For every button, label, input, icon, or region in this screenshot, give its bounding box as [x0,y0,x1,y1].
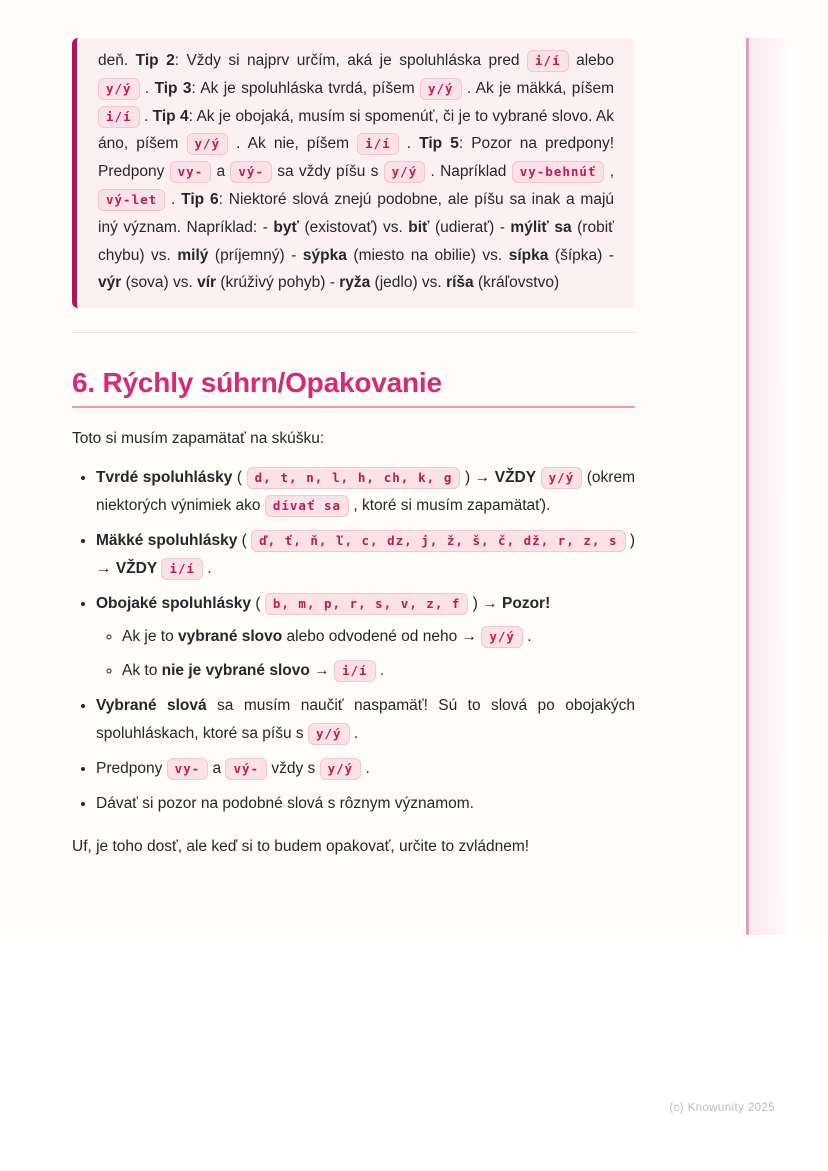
callout-text [98,47,614,297]
closing-text: Uf, je toho dosť, ale keď si to budem opakovať, určite to zvládnem! [72,838,530,856]
text-run: : Ak je obojaká, musím si spomenúť, či je to vybrané slovo. Ak áno, píšem [98,107,615,153]
bold-text: Tip 2 [135,52,175,69]
bold-text: byť [273,218,299,236]
bold-text: biť [408,218,430,236]
tips-callout [72,38,635,308]
bold-text: výr [98,274,122,292]
inline-code-badge: y/ý [420,78,462,100]
text-run: ) → [468,595,503,613]
text-run: ) → [96,532,636,578]
list-item [96,790,635,818]
text-run: . Ak nie, píšem [228,135,358,153]
text-run: Ak to [122,662,162,680]
text-run: . [349,725,359,743]
text-run: (miesto na obilie) vs. [346,246,509,264]
list-item [96,590,635,685]
title-underline [72,406,635,408]
list-item [96,464,635,520]
inline-code-badge: y/ý [308,723,350,745]
bold-text: Tip 5 [419,135,459,153]
text-run: . [203,560,212,578]
bold-text: vybrané slovo [178,628,283,646]
inline-code-badge: y/ý [320,758,362,780]
text-run: . [139,107,153,125]
inline-code-badge: vý- [230,161,272,183]
sub-list [96,623,635,685]
text-run: ( [237,532,252,550]
list-item-text [96,760,370,777]
inline-code-badge: d, t, n, l, h, ch, k, g [247,467,461,489]
right-page-edge [746,38,794,935]
text-run: . [139,79,155,97]
bold-text: Mäkké spoluhlásky [96,532,238,550]
list-item-text [96,532,635,577]
text-run: : Niektoré slová znejú podobne, ale píšu sa inak a majú iný význam. Napríklad: - [98,190,615,236]
text-run: . [375,662,385,680]
bold-text: Pozor! [502,595,551,613]
text-run: . [361,760,370,778]
text-run: , [604,163,615,181]
text-run: (okrem niektorých výnimiek ako [96,469,635,515]
intro-text: Toto si musím zapamätať na skúšku: [72,430,325,448]
text-run: ) → [460,469,495,487]
bold-text: Obojaké spoluhlásky [96,595,252,613]
list-item-text [96,795,474,812]
bold-text: Tip 4 [152,107,189,125]
document-content [72,38,635,861]
text-run: Dávať si pozor na podobné slová s rôznym významom. [96,795,474,813]
text-run: (príjemný) - [208,246,303,264]
inline-code-badge: dívať sa [265,495,349,517]
inline-code-badge: y/ý [384,161,426,183]
bold-text: Tip 3 [154,79,192,97]
bold-text: VŽDY [115,560,158,578]
inline-code-badge: vý-let [98,189,165,211]
sub-list-item-text [122,628,532,645]
text-run: (robiť chybu) vs. [98,218,614,264]
text-run: . Ak je mäkká, píšem [461,79,614,97]
bold-text: ryža [339,274,371,292]
text-run: (udierať) - [429,218,511,236]
bold-text: milý [177,246,209,264]
text-run: ( [232,469,247,487]
copyright: (c) Knowunity 2025 [669,1102,775,1114]
section-title: 6. Rýchly súhrn/Opakovanie [72,367,442,399]
text-run: (šípka) - [548,246,614,264]
inline-code-badge: i/í [357,133,399,155]
text-run: (krúživý pohyb) - [216,274,340,292]
inline-code-badge: ď, ť, ň, ľ, c, dz, j, ž, š, č, dž, r, z, s [251,530,625,552]
text-run: alebo [568,52,614,69]
bold-text: mýliť sa [510,218,572,236]
sub-list-item [122,623,635,651]
inline-code-badge: vy- [167,758,209,780]
inline-code-badge: i/í [161,558,203,580]
text-run: alebo odvodené od neho → [282,628,482,646]
text-run: . [398,135,420,153]
inline-code-badge: i/í [98,106,140,128]
text-run: (sova) vs. [121,274,198,292]
list-item [96,755,635,783]
bold-text: Tvrdé spoluhlásky [96,469,233,487]
text-run: sa vždy píšu s [271,163,384,181]
sub-list-item [122,657,635,685]
text-run: (jedlo) vs. [370,274,447,292]
inline-code-badge: y/ý [481,626,523,648]
text-run: (existovať) vs. [298,218,409,236]
text-run: . [522,628,532,646]
text-run: Predpony [96,760,167,778]
list-item-text [96,595,550,612]
bold-text: vír [197,274,217,292]
text-run: Ak je to [122,628,178,646]
inline-code-badge: i/í [527,50,569,72]
text-run: → [309,662,334,680]
inline-code-badge: vy-behnúť [512,161,605,183]
inline-code-badge: b, m, p, r, s, v, z, f [265,593,469,615]
text-run: , ktoré si musím zapamätať). [349,497,551,515]
text-run: a [208,760,226,778]
text-run: : Ak je spoluhláska tvrdá, píšem [191,79,420,97]
sub-list-item-text [122,662,384,679]
bold-text: nie je vybrané slovo [161,662,310,680]
bold-text: sýpka [302,246,347,264]
inline-code-badge: y/ý [541,467,583,489]
text-run: . [165,190,182,208]
text-run: vždy s [267,760,320,778]
summary-list [72,464,635,818]
list-item-text [96,469,635,514]
text-run: a [211,163,231,181]
text-run: . Napríklad [425,163,512,181]
inline-code-badge: y/ý [187,133,229,155]
bold-text: VŽDY [494,469,537,487]
bold-text: Vybrané slová [96,697,207,715]
text-run: : Vždy si najprv určím, aká je spoluhláska pred [174,52,528,69]
inline-code-badge: y/ý [98,78,140,100]
text-run: : Pozor na predpony! Predpony [98,135,614,181]
text-run [536,469,541,486]
inline-code-badge: i/í [334,660,376,682]
inline-code-badge: vý- [225,758,267,780]
text-run: (kráľovstvo) [473,274,560,292]
bold-text: ríša [446,274,474,292]
text-run: ( [251,595,265,613]
inline-code-badge: vy- [170,161,212,183]
list-item [96,692,635,748]
bold-text: sípka [508,246,549,264]
text-run: sa musím naučiť naspamäť! Sú to slová po obojakých spoluhláskach, ktoré sa píšu s [96,697,635,743]
list-item [96,527,635,583]
list-item-text [96,697,635,742]
section-divider [72,332,635,333]
text-run: deň. [98,52,136,69]
bold-text: Tip 6 [181,190,219,208]
